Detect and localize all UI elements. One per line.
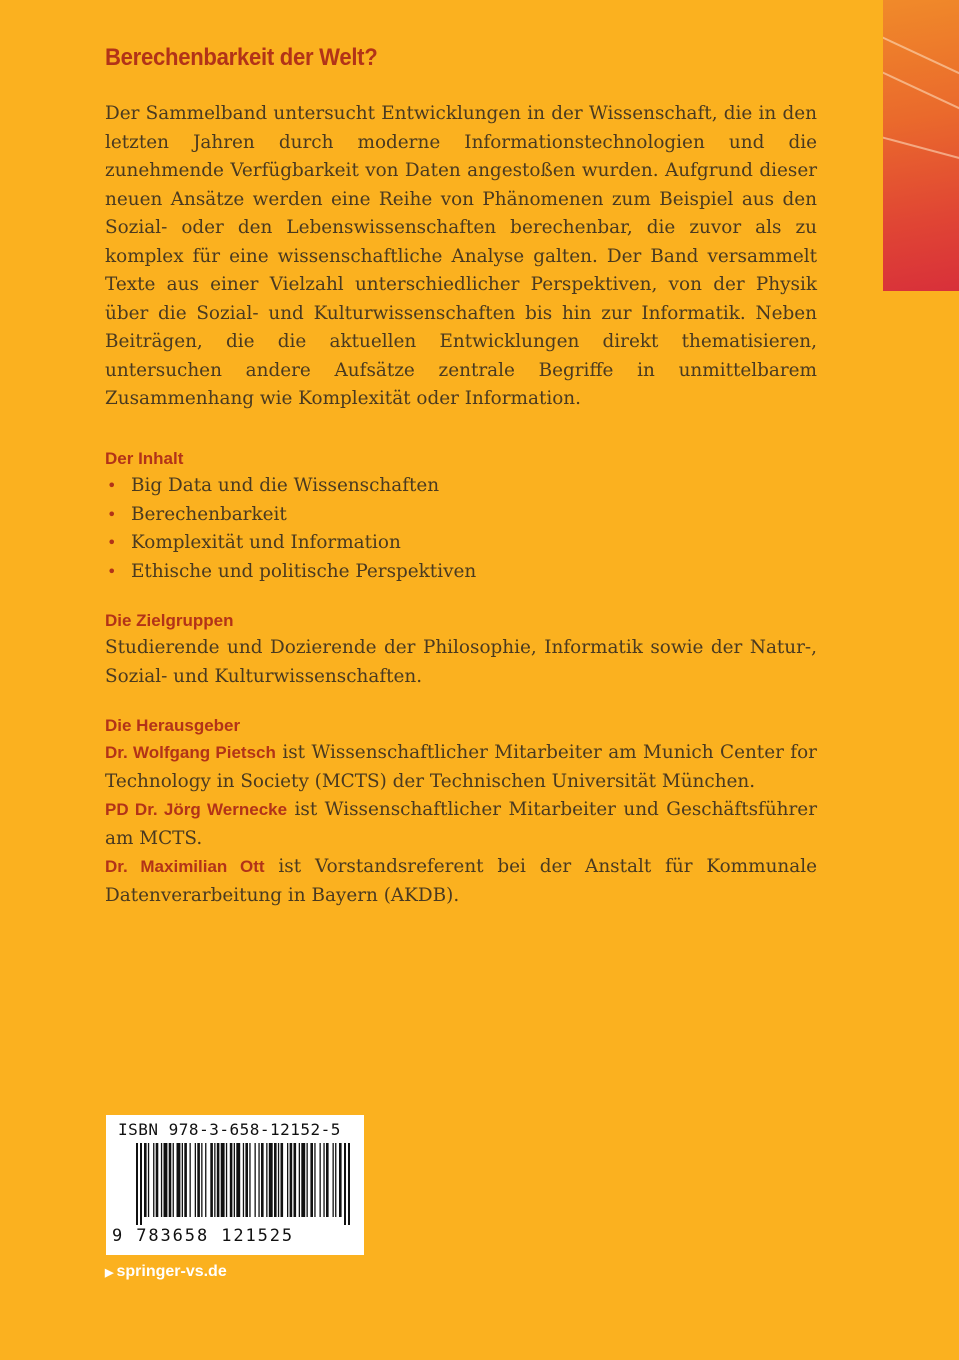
bullet-icon: •: [107, 476, 117, 495]
list-item: • Ethische und politische Perspektiven: [105, 558, 817, 587]
barcode-icon: [114, 1143, 356, 1225]
editor-entry: Dr. Wolfgang Pietsch ist Wissenschaftlicher Mitarbeiter am Munich Center for Technology in Society (MCTS) der Technischen Universität München.: [105, 742, 817, 792]
publisher-link[interactable]: ▶ springer-vs.de: [105, 1263, 227, 1280]
isbn-barcode-box: [106, 1115, 364, 1255]
contents-list: [105, 472, 817, 586]
audience-section: [105, 608, 817, 691]
bullet-icon: •: [107, 533, 117, 552]
contents-heading: Der Inhalt: [105, 449, 184, 468]
editor-entry: Dr. Maximilian Ott ist Vorstandsreferent bei der Anstalt für Kommunale Datenverarbeitung in Bayern (AKDB).: [105, 856, 817, 906]
editor-name: Dr. Maximilian Ott: [105, 857, 265, 876]
list-item: • Big Data und die Wissenschaften: [105, 472, 817, 501]
editors-section: [105, 713, 817, 910]
play-arrow-icon: ▶: [105, 1267, 114, 1279]
bullet-icon: •: [107, 504, 117, 524]
editors-heading: Die Herausgeber: [105, 716, 241, 735]
editor-entry: PD Dr. Jörg Wernecke ist Wissenschaftlicher Mitarbeiter und Geschäftsführer am MCTS.: [105, 799, 817, 849]
list-item: • Komplexität und Information: [105, 529, 817, 558]
isbn-label: ISBN 978-3-658-12152-5: [118, 1120, 341, 1139]
page-title: Berechenbarkeit der Welt?: [105, 44, 378, 71]
intro-paragraph: Der Sammelband untersucht Entwicklungen in der Wissenschaft, die in den letzten Jahren durch moderne Informationstechnologien und die zunehmende Verfügbarkeit von Daten angestoßen wurden. Aufgrund dieser neuen Ansätze werden eine Reihe von Phänomenen zum Beispiel aus den Sozial- oder den Lebenswissenschaften berechenbar, die zuvor als zu komplex für eine wissenschaftliche Analyse galten. Der Band versammelt Texte aus einer Vielzahl unterschiedlicher Perspektiven, von der Physik über die Sozial- und Kulturwissenschaften bis hin zur Informatik. Neben Beiträgen, die die aktuellen Entwicklungen direkt thematisieren, untersuchen andere Aufsätze zentrale Begriffe in unmittelbarem Zusammenhang wie Komplexität oder Information.: [105, 103, 817, 409]
list-item: • Berechenbarkeit: [105, 501, 817, 530]
audience-heading: Die Zielgruppen: [105, 611, 234, 630]
isbn-digits: 9 783658 121525: [112, 1226, 295, 1246]
audience-text: Studierende und Dozierende der Philosophie, Informatik sowie der Natur-, Sozial- und Kulturwissenschaften.: [105, 637, 817, 687]
editor-name: PD Dr. Jörg Wernecke: [105, 800, 288, 819]
editor-name: Dr. Wolfgang Pietsch: [105, 743, 276, 762]
decorative-corner-band: [883, 0, 959, 291]
contents-section: [105, 446, 817, 586]
bullet-icon: •: [107, 561, 117, 581]
cover-back-content: [105, 44, 817, 414]
